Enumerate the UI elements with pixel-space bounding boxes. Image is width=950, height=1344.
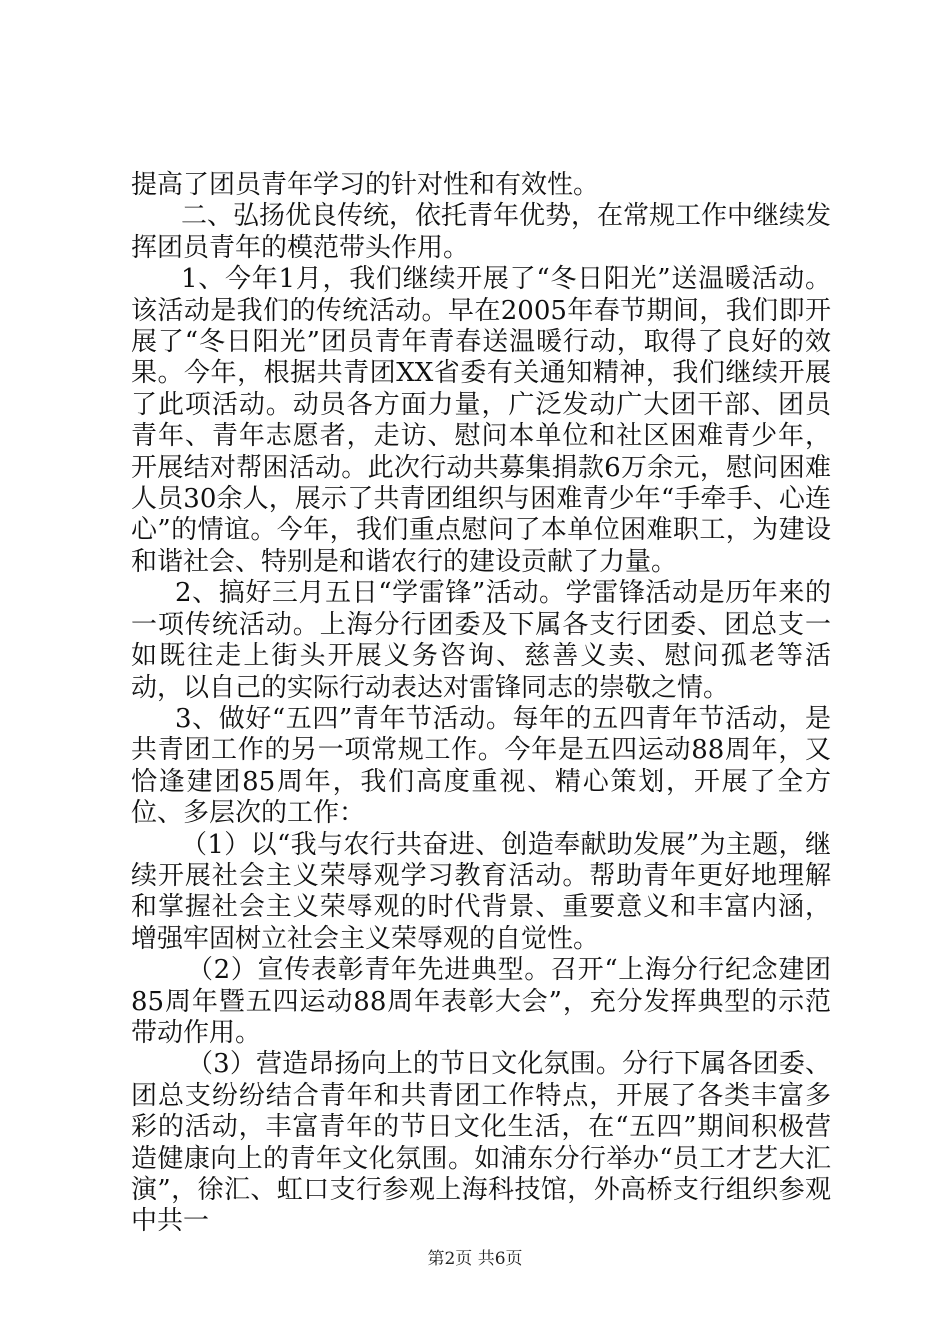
paragraph-5: 3、做好“五四”青年节活动。每年的五四青年节活动，是共青团工作的另一项常规工作。今年是五四运动88周年，又恰逢建团85周年，我们高度重视、精心策划，开展了全方位、多层次的工作： — [131, 703, 831, 829]
paragraph-7: （2）宣传表彰青年先进典型。召开“上海分行纪念建团85周年暨五四运动88周年表彰大会”，充分发挥典型的示范带动作用。 — [131, 955, 831, 1048]
paragraph-4: 2、搞好三月五日“学雷锋”活动。学雷锋活动是历年来的一项传统活动。上海分行团委及下属各支行团委、团总支一如既往走上街头开展义务咨询、慈善义卖、慰问孤老等活动，以自己的实际行动表达对雷锋同志的崇敬之情。 — [131, 578, 831, 703]
paragraph-8: （3）营造昂扬向上的节日文化氛围。分行下属各团委、团总支纷纷结合青年和共青团工作特点，开展了各类丰富多彩的活动，丰富青年的节日文化生活，在“五四”期间积极营造健康向上的青年文化氛围。如浦东分行举办“员工才艺大汇演”，徐汇、虹口支行参观上海科技馆，外高桥支行组织参观中共一 — [131, 1049, 831, 1237]
paragraph-2: 二、弘扬优良传统，依托青年优势，在常规工作中继续发挥团员青年的模范带头作用。 — [131, 201, 832, 263]
paragraph-1: 提高了团员青年学习的针对性和有效性。 — [131, 170, 600, 200]
document-body — [131, 170, 831, 1238]
paragraph-3: 1、今年1月，我们继续开展了“冬日阳光”送温暖活动。该活动是我们的传统活动。早在2005年春节期间，我们即开展了“冬日阳光”团员青年青春送温暖行动，取得了良好的效果。今年，根据共青团XX省委有关通知精神，我们继续开展了此项活动。动员各方面力量，广泛发动广大团干部、团员青年、青年志愿者，走访、慰问本单位和社区困难青少年，开展结对帮困活动。此次行动共募集捐款6万余元，慰问困难人员30余人，展示了共青团组织与困难青少年“手牵手、心连心”的情谊。今年，我们重点慰问了本单位困难职工，为建设和谐社会、特别是和谐农行的建设贡献了力量。 — [131, 264, 831, 577]
page-footer: 第2页 共6页 — [427, 1249, 523, 1269]
paragraph-6: （1）以“我与农行共奋进、创造奉献助发展”为主题，继续开展社会主义荣辱观学习教育活动。帮助青年更好地理解和掌握社会主义荣辱观的时代背景、重要意义和丰富内涵，增强牢固树立社会主义荣辱观的自觉性。 — [131, 829, 831, 954]
